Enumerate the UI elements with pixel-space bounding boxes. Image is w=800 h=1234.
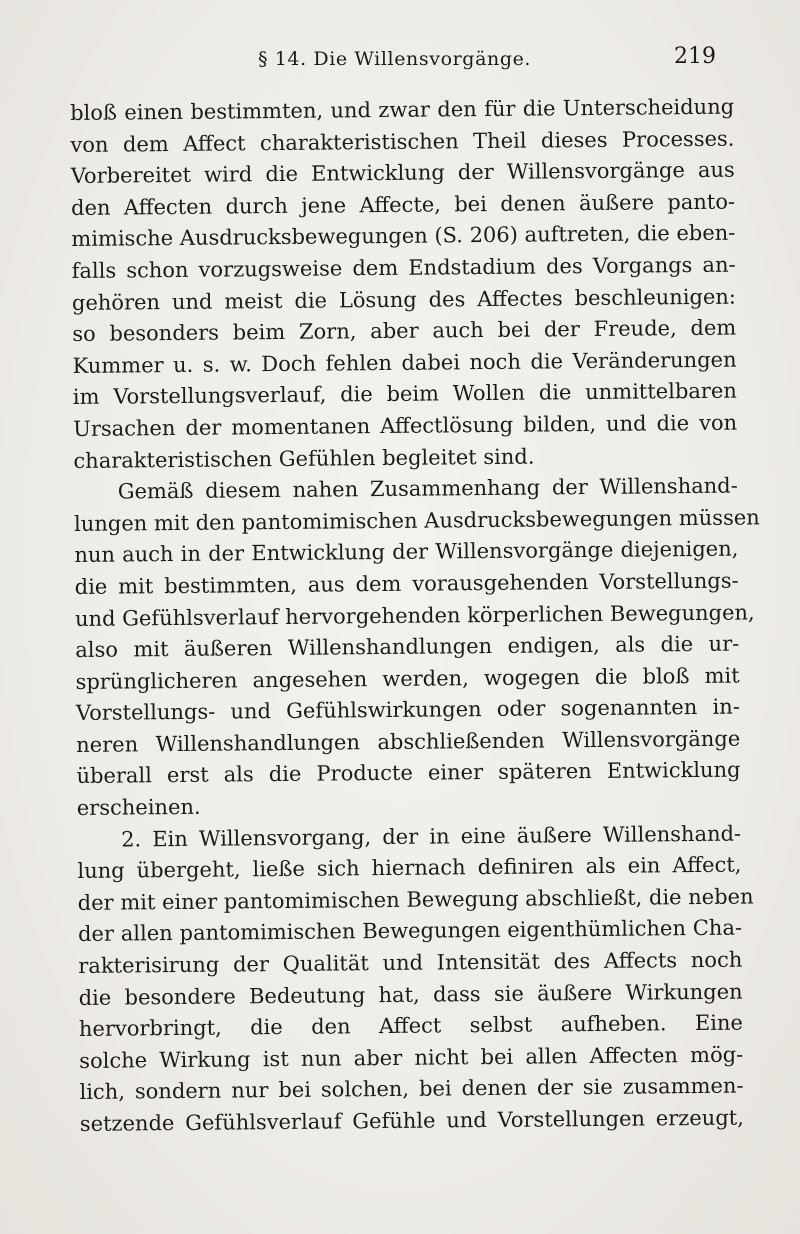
text-line: Ursachen der momentanen Affectlösung bilden, und die von bbox=[73, 410, 738, 441]
running-head bbox=[0, 44, 800, 74]
text-line: hervorbringt, die den Affect selbst aufheben. Eine bbox=[78, 1010, 744, 1042]
text-line: die mit bestimmten, aus dem vorausgehenden Vorstellungs- bbox=[74, 568, 739, 599]
text-line: von dem Affect charakteristischen Theil dieses Processes. bbox=[70, 126, 735, 157]
text-line: so besonders beim Zorn, aber auch bei der Freude, dem bbox=[72, 315, 737, 347]
text-line: die besondere Bedeutung hat, dass sie äußere Wirkungen bbox=[78, 979, 743, 1010]
text-line: setzende Gefühlsverlauf Gefühle und Vorstellungen erzeugt, bbox=[79, 1105, 744, 1136]
text-line: bloß einen bestimmten, und zwar den für die Unterscheidung bbox=[70, 94, 735, 125]
text-line: sprünglicheren angesehen werden, wogegen die bloß mit bbox=[75, 663, 740, 694]
text-line: Kummer u. s. w. Doch fehlen dabei noch die Veränderungen bbox=[72, 347, 737, 378]
text-line: der mit einer pantomimischen Bewegung abschließt, die neben bbox=[77, 884, 754, 915]
text-line: neren Willenshandlungen abschließenden Willensvorgänge bbox=[76, 726, 741, 757]
text-line: solche Wirkung ist nun aber nicht bei allen Affecten mög- bbox=[79, 1042, 744, 1073]
text-line: charakteristischen Gefühlen begleitet sind. bbox=[73, 444, 535, 473]
page-number: 219 bbox=[674, 44, 716, 69]
text-line: überall erst als die Producte einer späteren Entwicklung bbox=[76, 758, 741, 789]
text-line: und Gefühlsverlauf hervorgehenden körperlichen Bewegungen, bbox=[74, 599, 755, 631]
text-line: mimische Ausdrucksbewegungen (S. 206) auftreten, die eben- bbox=[71, 220, 736, 252]
text-line: falls schon vorzugsweise dem Endstadium des Vorgangs an- bbox=[71, 252, 736, 283]
text-line: im Vorstellungsverlauf, die beim Wollen die unmittelbaren bbox=[72, 378, 737, 410]
body-text bbox=[70, 92, 760, 1141]
text-line: Vorstellungs- und Gefühlswirkungen oder sogenannten in- bbox=[75, 694, 740, 726]
text-line: lung übergeht, ließe sich hiernach definiren als ein Affect, bbox=[77, 852, 742, 884]
text-line: Vorbereitet wird die Entwicklung der Willensvorgänge aus bbox=[70, 157, 735, 189]
paragraph-start-line: Gemäß diesem nahen Zusammenhang der Willenshand- bbox=[117, 473, 738, 504]
text-line: nun auch in der Entwicklung der Willensvorgänge diejenigen, bbox=[74, 536, 739, 568]
text-line: den Affecten durch jene Affecte, bei denen äußere panto- bbox=[70, 189, 736, 220]
text-line: lich, sondern nur bei solchen, bei denen der sie zusammen- bbox=[79, 1073, 744, 1105]
text-line: der allen pantomimischen Bewegungen eigenthümlichen Cha- bbox=[77, 916, 743, 947]
section-title: § 14. Die Willensvorgänge. bbox=[258, 48, 532, 70]
text-line: gehören und meist die Lösung des Affectes beschleunigen: bbox=[71, 284, 737, 315]
text-line: rakterisirung der Qualität und Intensität des Affects noch bbox=[78, 947, 743, 978]
text-line: erscheinen. bbox=[76, 794, 201, 821]
paragraph-start-line: 2. Ein Willensvorgang, der in eine äußere Willenshand- bbox=[121, 821, 742, 852]
text-line: lungen mit den pantomimischen Ausdrucksbewegungen müssen bbox=[73, 505, 760, 536]
text-line: also mit äußeren Willenshandlungen endigen, als die ur- bbox=[75, 631, 740, 663]
